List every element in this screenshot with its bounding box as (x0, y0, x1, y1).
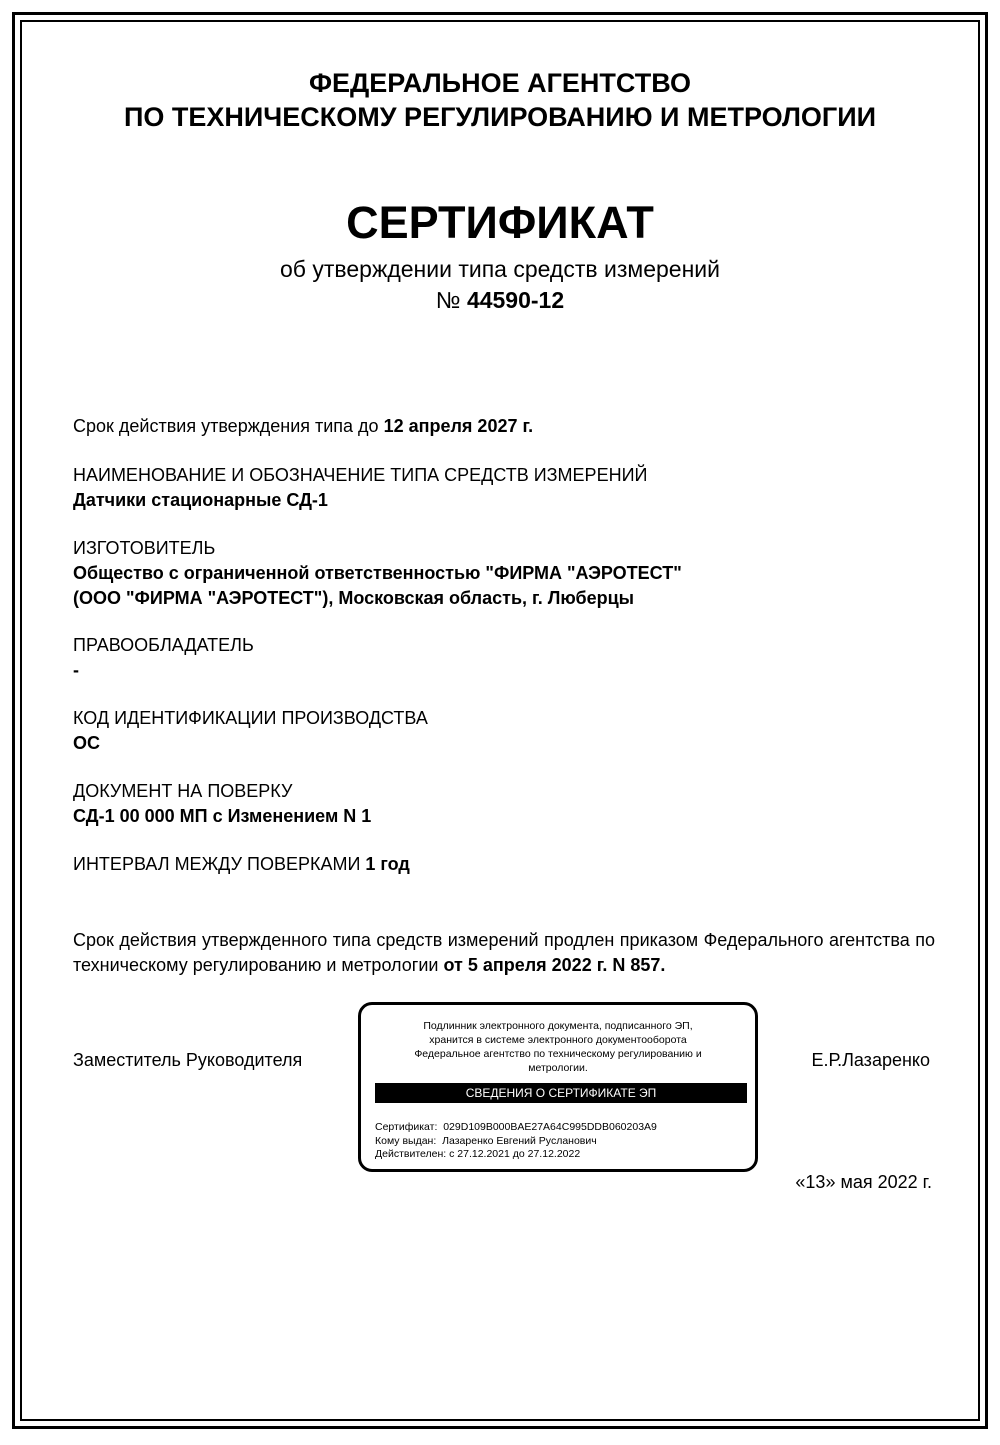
name-value: Датчики стационарные СД-1 (73, 490, 328, 510)
signature-date: «13» мая 2022 г. (795, 1172, 932, 1192)
certificate-subtitle: об утверждении типа средств измерений (280, 256, 720, 282)
code-label: КОД ИДЕНТИФИКАЦИИ ПРОИЗВОДСТВА (73, 708, 428, 728)
valid-label: Действителен: (375, 1148, 447, 1160)
manufacturer-value-line-1: Общество с ограниченной ответственностью "ФИРМА "АЭРОТЕСТ" (73, 563, 682, 583)
e-signature-bar-title: СВЕДЕНИЯ О СЕРТИФИКАТЕ ЭП (375, 1083, 747, 1103)
e-signature-stamp (358, 1002, 758, 1172)
extension-order: от 5 апреля 2022 г. N 857. (443, 955, 666, 975)
issued-value: Лазаренко Евгений Русланович (442, 1134, 597, 1147)
holder-label: ПРАВООБЛАДАТЕЛЬ (73, 635, 254, 655)
manufacturer-value-line-2: (ООО "ФИРМА "АЭРОТЕСТ"), Московская область, г. Люберцы (73, 588, 635, 608)
signer-position: Заместитель Руководителя (73, 1050, 303, 1070)
e-signature-intro (361, 1019, 755, 1075)
agency-line-1: ФЕДЕРАЛЬНОЕ АГЕНТСТВО (308, 68, 692, 98)
certificate-title: СЕРТИФИКАТ (346, 197, 654, 248)
certificate-number (0, 287, 1000, 314)
holder-value: - (73, 660, 79, 680)
number-prefix: № (435, 287, 467, 313)
e-signature-details (375, 1121, 657, 1162)
manufacturer-label: ИЗГОТОВИТЕЛЬ (73, 538, 216, 558)
e-signature-intro-line: Подлинник электронного документа, подписанного ЭП, (423, 1020, 693, 1032)
name-label: НАИМЕНОВАНИЕ И ОБОЗНАЧЕНИЕ ТИПА СРЕДСТВ ИЗМЕРЕНИЙ (73, 465, 648, 485)
agency-line-2: ПО ТЕХНИЧЕСКОМУ РЕГУЛИРОВАНИЮ И МЕТРОЛОГИИ (123, 102, 877, 132)
validity-label: Срок действия утверждения типа до (73, 416, 384, 436)
code-value: ОС (73, 733, 100, 753)
validity-value: 12 апреля 2027 г. (383, 416, 534, 436)
validity-line (73, 416, 533, 437)
e-signature-intro-line: метрологии. (528, 1062, 588, 1074)
doc-label: ДОКУМЕНТ НА ПОВЕРКУ (73, 781, 293, 801)
number-value: 44590-12 (466, 287, 565, 313)
interval-line (73, 854, 410, 875)
e-signature-intro-line: хранится в системе электронного документооборота (429, 1034, 687, 1046)
interval-value: 1 год (365, 854, 410, 874)
cert-label: Сертификат: (375, 1121, 438, 1133)
issued-row (375, 1135, 657, 1149)
cert-row (375, 1121, 657, 1135)
cert-value: 029D109B000BAE27A64C995DDB060203A9 (443, 1121, 657, 1133)
valid-value: с 27.12.2021 до 27.12.2022 (449, 1148, 581, 1160)
doc-value: СД-1 00 000 МП с Изменением N 1 (73, 806, 372, 826)
agency-name (0, 66, 1000, 134)
signer-name: Е.Р.Лазаренко (811, 1050, 930, 1070)
issued-label: Кому выдан: (375, 1134, 437, 1147)
valid-row (375, 1148, 657, 1162)
interval-label: ИНТЕРВАЛ МЕЖДУ ПОВЕРКАМИ (73, 854, 366, 874)
e-signature-intro-line: Федеральное агентство по техническому регулированию и (414, 1048, 702, 1060)
extension-text: Срок действия утвержденного типа средств измерений продлен приказом Федерального агентства по техническому регулированию и метрологии (73, 930, 935, 975)
extension-paragraph (73, 928, 935, 978)
